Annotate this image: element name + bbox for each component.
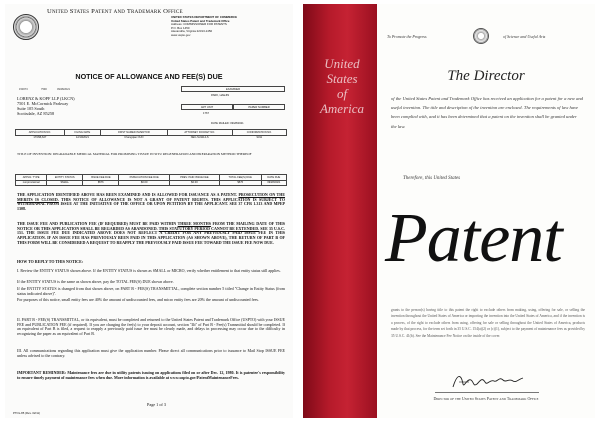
seal-icon: [473, 28, 489, 44]
address-line: 7501 E. McCormick Parkway: [17, 101, 69, 106]
table-cell: Changqiao OUO: [124, 136, 144, 140]
uspto-seal-icon: [13, 14, 39, 40]
table-header: PUBLICATION FEE DUE: [119, 175, 170, 181]
application-table: [15, 129, 287, 140]
addr-code: 7590: [41, 88, 47, 91]
cover-content: [377, 4, 595, 418]
table-cell: NEC-SU1114-S: [190, 136, 209, 140]
dept-line: Address: COMMISSIONER FOR PATENTS: [171, 23, 227, 27]
allowance-text: THIS NOTICE OF ALLOWANCE IS NOT A GRANT OF PATENT RIGHTS. THIS APPLICATION IS SUBJECT TO WITHDRAWAL FROM ISSUE AT THE INITIATIVE OF THE OFFICE OR UPON PETITION BY THE APPLICANT. SEE 37 CFR 1.313 AND MPEP 1308.: [17, 196, 285, 212]
allowance-underlined: PROSECUTION ON THE MERITS IS CLOSED.: [17, 192, 286, 202]
form-id: PTOL-85 (Rev. 02/11): [13, 411, 41, 415]
director-signature: [449, 370, 527, 392]
table-header: DATE DUE: [261, 175, 286, 181]
table-row: [16, 180, 287, 186]
address-line: Suite 105 South: [17, 106, 45, 111]
agency-header: United States Patent and Trademark Office: [47, 8, 183, 15]
fee-due-underlined: THIS STATUTORY PERIOD CANNOT BE EXTENDED.: [158, 225, 260, 231]
reply-item-1c: If the ENTITY STATUS is changed from that shown above, on PART B - FEE(S) TRANSMITTAL, complete section number 5 titled "Change in Entity Status (from status indicated above)".: [17, 286, 285, 296]
table-row: [16, 135, 287, 140]
patent-cover: [303, 4, 595, 418]
table-header: ATTORNEY DOCKET NO.: [167, 130, 232, 136]
table-cell: 09/28/2021: [261, 180, 286, 186]
table-header: FILING DATE: [64, 130, 100, 136]
motto-right: of Science and Useful Arts: [503, 34, 546, 39]
notice-of-allowance-document: [5, 4, 293, 418]
dept-line: www.uspto.gov: [171, 33, 191, 37]
reply-item-1: I. Review the ENTITY STATUS shown above. If the ENTITY STATUS is shown as SMALL or MICRO, verify whether entitlement to that entity status still applies.: [17, 268, 281, 273]
director-statement: of the United States Patent and Trademark Office has received an application for a patent for a new and useful invention. The title and description of the invention are enclosed. The requirements of law have been complied with, and it has been determined that a patent on the invention shall be granted under the law.: [391, 96, 583, 129]
art-unit-label: ART UNIT: [181, 104, 233, 110]
reply-item-1d: For purposes of this notice, small entity fees are 40% the amount of undiscounted fees, and micro entity fees are 20% the amount of undiscounted fees.: [17, 297, 259, 302]
table-header: FIRST NAMED INVENTOR: [101, 130, 168, 136]
dept-line: UNITED STATES DEPARTMENT OF COMMERCE: [171, 16, 237, 19]
spine-word: United: [324, 56, 360, 71]
therefore-line: Therefore, this United States: [403, 176, 461, 181]
date-mailed: DATE MAILED: 09/28/2021: [211, 122, 244, 125]
fee-due-paragraph: [17, 222, 285, 246]
director-caption: Director of the United States Patent and Trademark Office: [433, 396, 539, 401]
table-cell: 9311: [256, 136, 263, 140]
table-header: ISSUE FEE DUE: [83, 175, 119, 181]
department-address-block: [171, 16, 287, 38]
fee-table: [15, 174, 287, 186]
correspondence-address: [17, 96, 75, 116]
table-header: TOTAL FEE(S) DUE: [219, 175, 261, 181]
addr-date: 09/28/2021: [57, 88, 70, 91]
fee-due-text: THE ISSUE FEE AND PUBLICATION FEE (IF REQUIRED) MUST BE PAID WITHIN: [17, 221, 177, 226]
patent-heading: Patent: [385, 200, 562, 277]
allowance-text: THE APPLICATION IDENTIFIED ABOVE HAS BEEN EXAMINED AND IS ALLOWED FOR ISSUANCE AS A PATENT.: [17, 192, 238, 197]
director-heading: The Director: [447, 68, 525, 84]
page-indicator: Page 1 of 3: [147, 402, 166, 407]
table-cell: nonprovisional: [16, 180, 47, 186]
examiner-label: EXAMINER: [181, 86, 285, 92]
invention-title: TITLE OF INVENTION: DEGRADABLE MEDICAL MATERIAL FOR PROMISING TISSUE IN SITU REGENERATION AND PREPARATION METHOD THEREOF: [17, 152, 252, 156]
table-header: APPLN. TYPE: [16, 175, 47, 181]
table-cell: 17/396,627: [33, 136, 47, 140]
dept-line: United States Patent and Trademark Office: [171, 19, 230, 23]
examiner-name: PARK, HAEJIN: [211, 94, 230, 97]
address-line: LORENZ & KOPF LLP (LKCN): [17, 96, 75, 101]
dept-line: Alexandria, Virginia 22313-1450: [171, 30, 213, 34]
address-line: Scottsdale, AZ 85258: [17, 111, 55, 116]
customer-number: 153073: [19, 88, 28, 91]
grant-statement: grants to the person(s) having title to this patent the right to exclude others from making, using, offering for sale, or selling the invention throughout the United States of America or importing the invention into the United States of America, and if the invention is a process, of the right to exclude others from using, offering for sale or selling throughout the United States of America, products made by that process, for the term set forth in 35 U.S.C. 154(a)(2) or (c)(1), subject to the payment of maintenance fees as provided by 35 U.S.C. 41(b). See the Maintenance Fee Notice on the inside of the cover.: [391, 308, 585, 338]
red-ribbon-spine: [303, 4, 377, 418]
dept-line: P.O. Box 1450: [171, 26, 190, 30]
document-title: NOTICE OF ALLOWANCE AND FEE(S) DUE: [75, 72, 223, 81]
table-cell: $0.00: [170, 180, 220, 186]
table-cell: $576: [83, 180, 119, 186]
table-header: CONFIRMATION NO.: [232, 130, 286, 136]
table-header: PREV. PAID ISSUE FEE: [170, 175, 220, 181]
table-header: ENTITY STATUS: [47, 175, 83, 181]
table-cell: 12/19/2021: [75, 136, 89, 140]
signature-line: [435, 392, 539, 393]
maintenance-reminder: IMPORTANT REMINDER: Maintenance fees are due in utility patents issuing on applications filed on or after Dec. 12, 1980. It is patentee's responsibility to ensure timely payment of maintenance fees when due. More information is available at www.uspto.gov/PatentMaintenanceFees.: [17, 370, 285, 380]
fee-due-underlined: THREE MONTHS: [177, 221, 211, 226]
spine-lettering: [311, 56, 373, 116]
how-to-reply-heading: HOW TO REPLY TO THIS NOTICE:: [17, 259, 84, 264]
reply-item-2: II. PART B - FEE(S) TRANSMITTAL, or its equivalent, must be completed and returned to the United States Patent and Trademark Office (USPTO) with your ISSUE FEE and PUBLICATION FEE (if required). If you are charging the fee(s) to your deposit account, section "4b" of Part B - Fee(s) Transmittal should be completed. If an equivalent of Part B is filed, a request to reapply a previously paid issue fee must be clearly made, and delays in processing may occur due to the difficulty in recognizing the paper as an equivalent of Part B.: [17, 317, 285, 337]
table-cell: $0.00: [119, 180, 170, 186]
reply-item-1b: If the ENTITY STATUS is the same as shown above, pay the TOTAL FEE(S) DUE shown above.: [17, 279, 174, 284]
table-cell: SMALL: [47, 180, 83, 186]
fee-due-text: SEE 35 U.S.C. 151. THE ISSUE FEE DUE INDICATED ABOVE DOES NOT REFLECT A CREDIT FOR ANY PREVIOUSLY PAID ISSUE FEE IN THIS APPLICATION. IF AN ISSUE FEE HAS PREVIOUSLY BEEN PAID IN THIS APPLICATION (AS SHOWN ABOVE), THE RETURN OF PART B OF THIS FORM WILL BE CONSIDERED A REQUEST TO REAPPLY THE PREVIOUSLY PAID ISSUE FEE TOWARD THE ISSUE FEE NOW DUE.: [17, 225, 285, 245]
fee-due-text: FROM THE MAILING DATE OF THIS NOTICE OR THIS APPLICATION SHALL BE REGARDED AS ABANDONED.: [17, 221, 286, 231]
spine-word: of: [336, 86, 348, 101]
spine-word: States: [326, 71, 358, 86]
table-header: APPLICATION NO.: [16, 130, 65, 136]
spine-word: America: [319, 101, 365, 116]
table-cell: $576: [219, 180, 261, 186]
allowance-paragraph: [17, 193, 285, 212]
motto-left: To Promote the Progress: [387, 34, 427, 39]
paper-number-label: PAPER NUMBER: [233, 104, 285, 110]
reply-item-3: III. All communications regarding this application must give the application number. Please direct all communications prior to issuance to Mail Stop ISSUE FEE unless advised to the contrary.: [17, 348, 285, 358]
art-unit-value: 1767: [203, 112, 209, 115]
